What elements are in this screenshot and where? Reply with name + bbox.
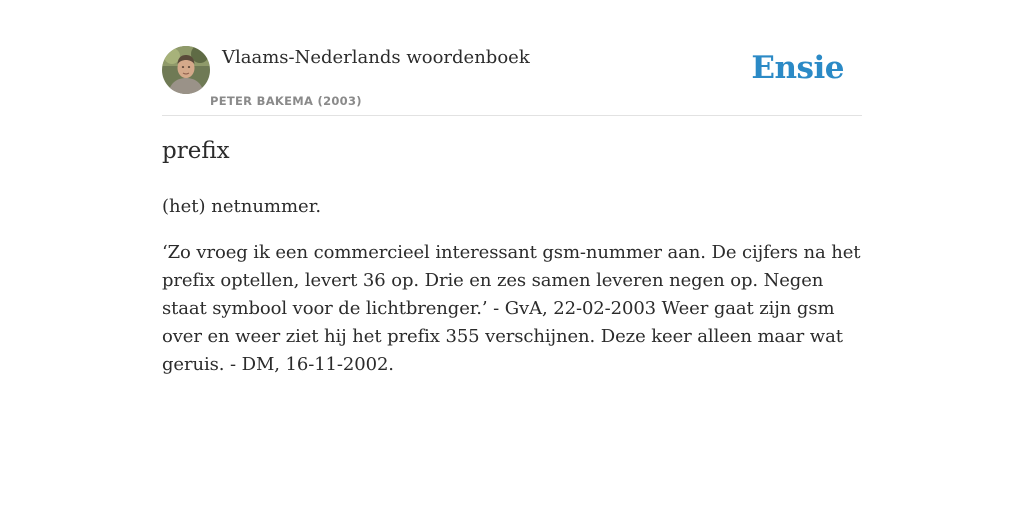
- user-avatar-photo-icon: [162, 46, 210, 94]
- dictionary-header: [162, 46, 862, 116]
- author-avatar[interactable]: [162, 46, 210, 94]
- dictionary-title-link[interactable]: Vlaams-Nederlands woordenboek: [222, 47, 530, 68]
- entry-headword: prefix: [162, 138, 230, 164]
- entry-definition: (het) netnummer.: [162, 196, 322, 217]
- entry-example: ‘Zo vroeg ik een commercieel interessant gsm-nummer aan. De cijfers na het prefix optellen, levert 36 op. Drie en zes samen leveren negen op. Negen staat symbool voor de lichtbrenger.’ - GvA, 22-02-2003 Weer gaat zijn gsm over en weer ziet hij het prefix 355 verschijnen. Deze keer alleen maar wat geruis. - DM, 16-11-2002.: [162, 242, 861, 375]
- ensie-logo-link[interactable]: Ensie: [751, 50, 844, 86]
- author-credit[interactable]: PETER BAKEMA (2003): [210, 94, 362, 108]
